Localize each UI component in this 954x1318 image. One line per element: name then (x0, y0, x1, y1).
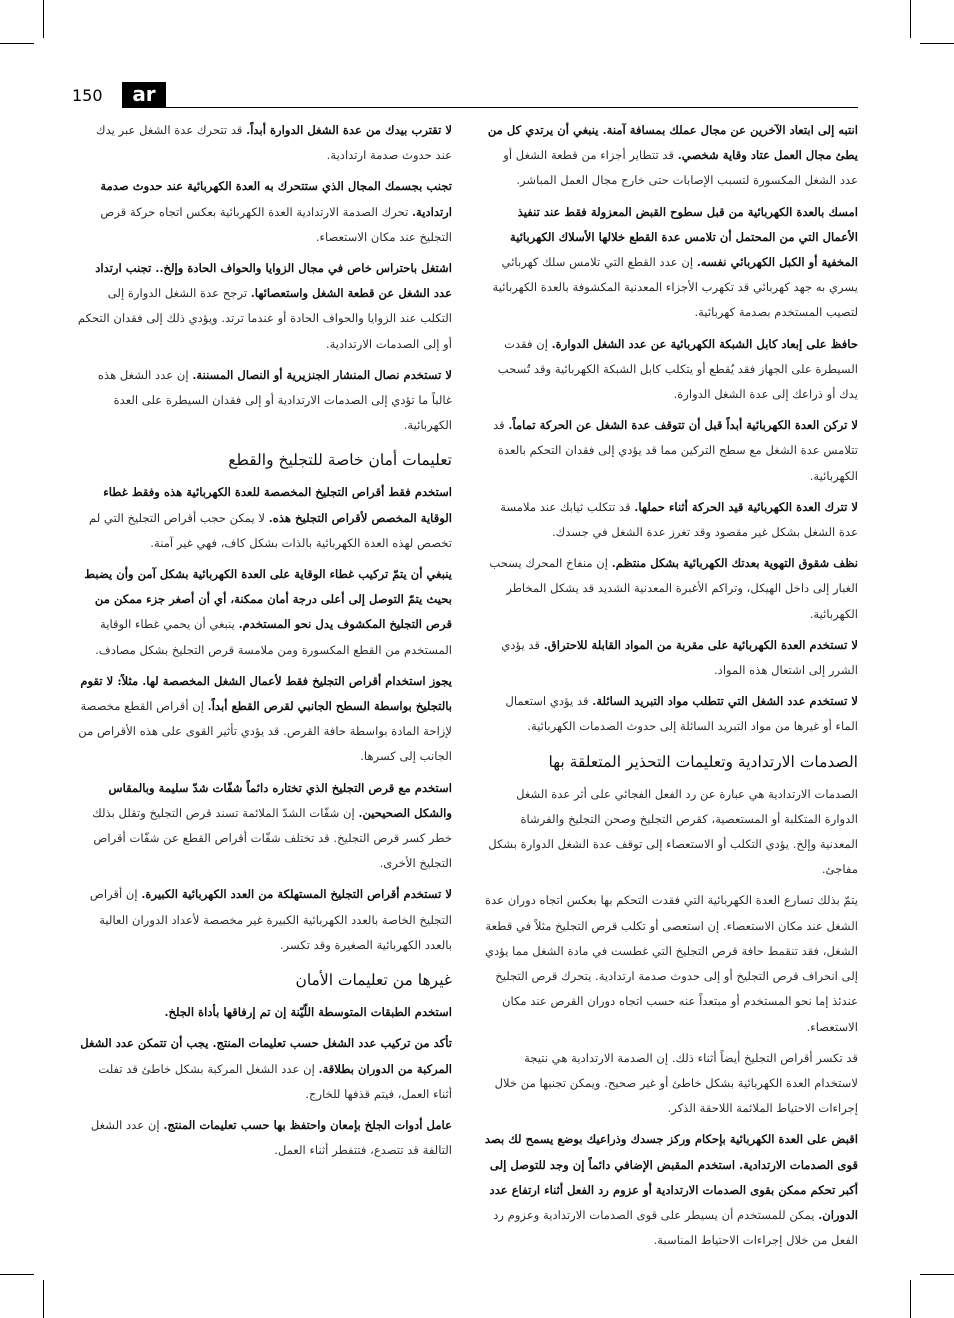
body-text: إن عدد الشغل التالفة قد تتصدع، فتتفطر أثناء العمل. (90, 1117, 452, 1158)
body-text: لا يمكن حجب أقراص التجليخ التي لم تخصص لهذه العدة الكهربائية بالذات بشكل كاف، فهي غير آمنة. (89, 510, 452, 550)
paragraph (76, 882, 452, 958)
bold-lead-text: استخدم مع قرص التجليخ الذي تختاره دائماً شفّات شدّ سليمة وبالمقاس والشكل الصحيحين. (108, 780, 452, 820)
page-number: 150 (72, 86, 103, 105)
section-heading: تعليمات أمان خاصة للتجليخ والقطع (228, 451, 452, 470)
crop-mark (43, 0, 44, 38)
body-text: إن منفاخ المحرك يسحب الغبار إلى داخل الهيكل، وتراكم الأغبرة المعدنية الشديد قد يشكل المخاطر الكهربائية. (489, 556, 858, 621)
right-column (482, 118, 858, 1259)
bold-lead-text: لا تركن العدة الكهربائية أبداً قبل أن تتوقف عدة الشغل عن الحركة تماماً. (508, 418, 858, 433)
bold-lead-text: استخدم فقط أقراص التجليخ المخصصة للعدة الكهربائية هذه وفقط غطاء الوقاية المخصص لأقراص التجليخ هذه. (103, 485, 452, 525)
paragraph (482, 782, 858, 883)
bold-lead-text: لا تستخدم نصال المنشار الجنزيرية أو النصال المسننة. (192, 367, 452, 382)
paragraph (482, 633, 858, 683)
bold-lead-text: لا تقترب بيدك من عدة الشغل الدوارة أبداً. (246, 123, 452, 137)
body-text: إن شفّات الشدّ الملائمة تسند قرص التجليخ وتقلل بذلك خطر كسر قرص التجليخ. قد تختلف شفّات أقراص القطع عن شفّات أقراص التجليخ الأخرى. (92, 805, 452, 871)
paragraph (76, 1113, 452, 1163)
paragraph (482, 332, 858, 408)
bold-lead-text: لا تستخدم أقراص التجليخ المستهلكة من العدد الكهربائية الكبيرة. (141, 887, 452, 902)
paragraph (482, 689, 858, 739)
crop-mark (0, 43, 34, 44)
body-text: قد تتلامس عدة الشغل مع سطح التركين مما قد يؤدي إلى فقدان التحكم بالعدة الكهربائية. (493, 418, 858, 483)
body-text: قد يؤدي استعمال الماء أو غيرها من مواد التبريد السائلة إلى حدوث الصدمات الكهربائية. (505, 694, 858, 734)
paragraph (76, 562, 452, 663)
page-header (72, 82, 858, 112)
bold-lead-text: يجوز استخدام أقراص التجليخ فقط لأعمال الشغل المخصصة لها. مثلاً: لا تقوم بالتجليخ بواسطة السطح الجانبي لقرص القطع أبداً. (80, 673, 452, 714)
bold-lead-text: لا تستخدم العدة الكهربائية على مقربة من المواد القابلة للاحتراق. (543, 637, 858, 652)
paragraph (482, 413, 858, 489)
bold-lead-text: استخدم الطبقات المتوسطة اللّيّنة إن تم إرفاقها بأداة الجلخ. (164, 1005, 452, 1020)
paragraph (76, 118, 452, 168)
body-text: تحرك الصدمة الارتدادية العدة الكهربائية بعكس اتجاه حركة قرص التجليخ عند مكان الاستعصاء. (100, 204, 452, 244)
paragraph (482, 495, 858, 545)
paragraph (482, 888, 858, 1039)
paragraph (76, 174, 452, 250)
paragraph (76, 669, 452, 770)
body-text: إن عدد الشغل هذه غالباً ما تؤدي إلى الصدمات الارتدادية أو إلى فقدان السيطرة على العدة الكهربائية. (97, 367, 452, 433)
body-text: إن فقدت السيطرة على الجهاز فقد يُقطع أو يتكلب كابل الشبكة الكهربائية وقد تُسحب يدك أو ذراعك إلى عدة الشغل الدوارة. (497, 336, 858, 402)
paragraph (76, 480, 452, 556)
paragraph (76, 363, 452, 439)
crop-mark (910, 1280, 911, 1318)
paragraph (482, 200, 858, 326)
body-text: قد تكسر أقراص التجليخ أيضاً أثناء ذلك. إن الصدمة الارتدادية هي نتيجة لاستخدام العدة الكهربائية بشكل خاطئ أو غير صحيح. ويمكن تجنبها من خلال إجراءات الاحتياط الملائمة اللاحقة الذكر. (494, 1050, 858, 1116)
paragraph (76, 1031, 452, 1107)
paragraph (482, 551, 858, 627)
body-text: قد تتكلب ثيابك عند ملامسة عدة الشغل بشكل غير مقصود وقد تغرز عدة الشغل في جسدك. (500, 499, 858, 540)
body-text: الصدمات الارتدادية هي عبارة عن رد الفعل الفجائي على أثر عدة الشغل الدوارة المتكلبة أو المستعصية، كقرص التجليخ وصحن التجليخ والفرشاة المعدنية وإلخ. يؤدي التكلب أو الاستعصاء إلى توقف عدة الشغل الدوارة بشكل مفاجئ. (488, 786, 858, 877)
bold-lead-text: انتبه إلى ابتعاد الآخرين عن مجال عملك بمسافة آمنة. ينبغي أن يرتدي كل من يطئ مجال العمل عتاد وقاية شخصي. (487, 123, 858, 163)
body-text: ينبغي أن يحمي غطاء الوقاية المستخدم من القطع المكسورة ومن ملامسة قرص التجليخ بشكل مصادف. (95, 617, 452, 657)
left-column (76, 118, 452, 1169)
section-heading: غيرها من تعليمات الأمان (295, 971, 452, 990)
crop-mark (910, 0, 911, 38)
bold-lead-text: ينبغي أن يتمّ تركيب غطاء الوقاية على العدة الكهربائية بشكل آمن وأن يضبط بحيث يتمّ التوصل إلى أعلى درجة أمان ممكنة، أي أن أصغر جزء ممكن من قرص التجليخ المكشوف يدل نحو المستخدم. (84, 567, 452, 632)
body-text: إن أقراص القطع مخصصة لإزاحة المادة بواسطة حافة القرص. قد يؤدي تأثير القوى على هذه الأقراص من الجانب إلى كسرها. (78, 699, 452, 764)
body-text: ترجح عدة الشغل الدوارة إلى التكلب عند الزوايا والحواف الحادة أو عندما ترتد. ويؤدي ذلك إلى فقدان التحكم أو إلى الصدمات الارتدادية. (77, 286, 452, 351)
language-badge: ar (122, 82, 166, 108)
bold-lead-text: لا تترك العدة الكهربائية قيد الحركة أثناء حملها. (634, 499, 858, 514)
section-heading: الصدمات الارتدادية وتعليمات التحذير المتعلقة بها (548, 752, 858, 771)
body-text: قد يؤدي الشرر إلى اشتعال هذه المواد. (501, 637, 858, 678)
bold-lead-text: تأكد من تركيب عدد الشغل حسب تعليمات المنتج. يجب أن تتمكن عدد الشغل المركبة من الدوران بطلاقة. (80, 1036, 452, 1076)
bold-lead-text: لا تستخدم عدد الشغل التي تتطلب مواد التبريد السائلة. (592, 694, 858, 709)
body-text: قد تتحرك عدة الشغل عبر يدك عند حدوث صدمة ارتدادية. (96, 123, 452, 163)
body-text: قد تتطاير أجزاء من قطعة الشغل أو عدد الشغل المكسورة لتسبب الإصابات حتى خارج مجال العمل المباشر. (503, 148, 858, 188)
bold-lead-text: تجنب بجسمك المجال الذي ستتحرك به العدة الكهربائية عند حدوث صدمة ارتدادية. (100, 179, 452, 219)
bold-lead-text: اشتغل باحتراس خاص في مجال الزوايا والحواف الحادة وإلخ.. تجنب ارتداد عدد الشغل عن قطعة الشغل واستعصائها. (95, 261, 452, 301)
body-text: يتمّ بذلك تسارع العدة الكهربائية التي فقدت التحكم بها بعكس اتجاه دوران عدة الشغل عند مكان الاستعصاء. إن استعصى أو تكلب قرص التجليخ مثلاً في قطعة الشغل، فقد تنقمط حافة قرص التجليخ التي غطست في مادة الشغل مما يؤدي إلى انحراف قرص التجليخ أو إلى حدوث صدمة ارتدادية. يتحرك قرص التجليخ عندئذ إما نحو المستخدم أو مبتعداً عنه حسب اتجاه دوران القرص عند مكان الاستعصاء. (485, 893, 858, 1034)
paragraph (76, 256, 452, 357)
paragraph (482, 1046, 858, 1122)
bold-lead-text: امسك بالعدة الكهربائية من قبل سطوح القبض المعزولة فقط عند تنفيذ الأعمال التي من المحتمل أن تلامس عدة القطع خلالها الأسلاك الكهربائية المخفية أو الكبل الكهربائي نفسه. (509, 204, 858, 270)
crop-mark (920, 43, 954, 44)
body-text: إن عدد القطع التي تلامس سلك كهربائي يسري به جهد كهربائي قد تكهرب الأجزاء المعدنية المكشوفة بالعدة الكهربائية لتصيب المستخدم بصدمة كهربائية. (492, 255, 858, 320)
body-text: إن أقراص التجليخ الخاصة بالعدد الكهربائية الكبيرة غير مخصصة لأعداد الدوران العالية بالعدد الكهربائية الصغيرة وقد تكسر. (89, 887, 452, 952)
paragraph (482, 1127, 858, 1253)
bold-lead-text: حافظ على إبعاد كابل الشبكة الكهربائية عن عدد الشغل الدوارة. (551, 336, 858, 351)
header-rule (166, 107, 858, 108)
paragraph (76, 1000, 452, 1025)
paragraph (76, 776, 452, 877)
paragraph (482, 118, 858, 194)
crop-mark (0, 1274, 34, 1275)
bold-lead-text: عامل أدوات الجلخ بإمعان واحتفظ بها حسب تعليمات المنتج. (163, 1117, 452, 1132)
body-text: يمكن للمستخدم أن يسيطر على قوى الصدمات الارتدادية وعزوم رد الفعل من خلال إجراءات الاحتياط المناسبة. (493, 1207, 858, 1248)
crop-mark (43, 1280, 44, 1318)
crop-mark (920, 1274, 954, 1275)
bold-lead-text: نظف شقوق التهوية بعدتك الكهربائية بشكل منتظم. (611, 556, 858, 571)
bold-lead-text: اقبض على العدة الكهربائية بإحكام وركز جسدك وذراعيك بوضع يسمح لك بصد قوى الصدمات الارتدادية. استخدم المقبض الإضافي دائماً إن وجد للتوصل إلى أكبر تحكم ممكن بقوى الصدمات الارتدادية أو عزوم رد الفعل أثناء ارتفاع عدد الدوران. (484, 1132, 858, 1222)
body-text: إن عدد الشغل المركبة بشكل خاطئ قد تفلت أثناء العمل، فيتم قذفها للخارج. (98, 1061, 452, 1101)
